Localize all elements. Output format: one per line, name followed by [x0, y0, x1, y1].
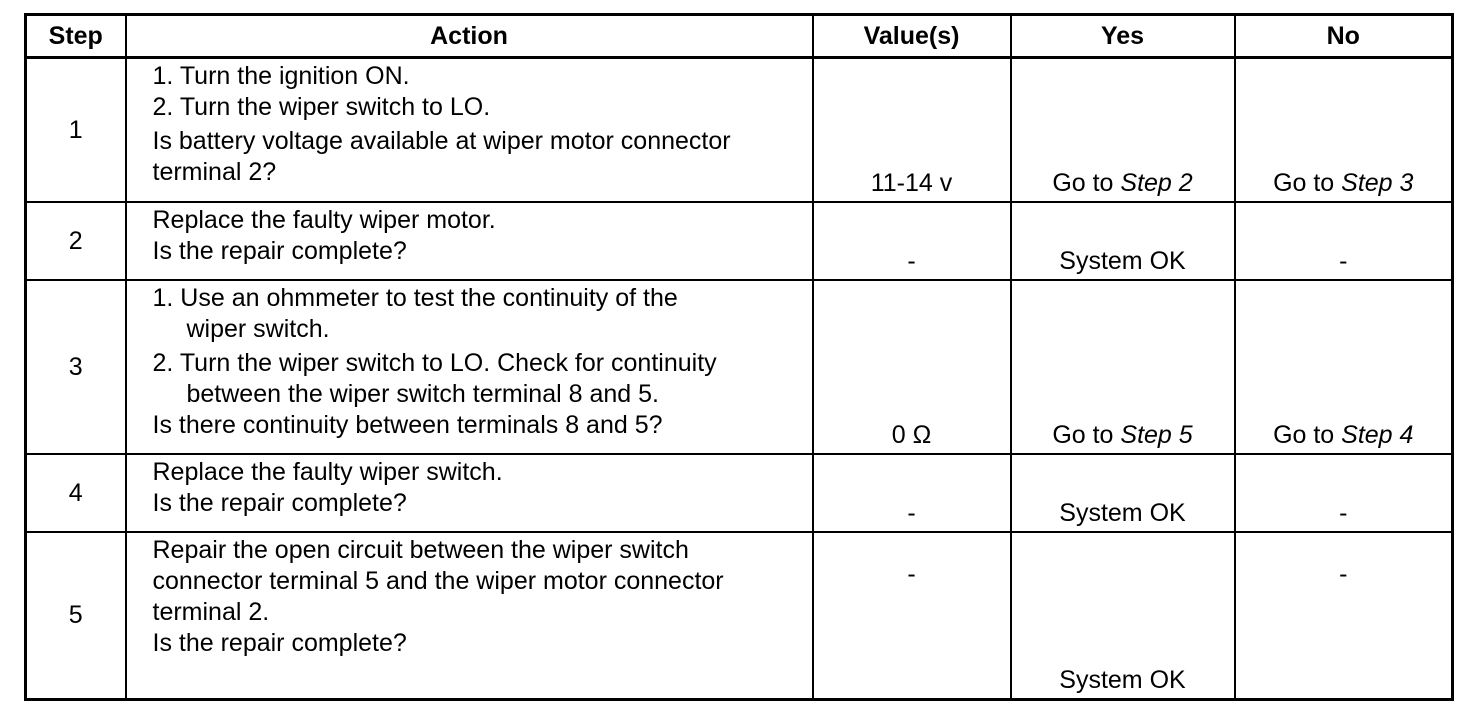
table-row [26, 58, 1453, 203]
no-cell: - [1235, 532, 1453, 700]
action-cell [126, 58, 813, 203]
yes-cell: System OK [1011, 454, 1235, 532]
table-row [26, 454, 1453, 532]
action-line: between the wiper switch terminal 8 and 5. [186, 380, 659, 408]
header-row [26, 15, 1453, 58]
action-cell [126, 202, 813, 280]
step-number: 4 [26, 454, 126, 532]
table-row [26, 202, 1453, 280]
header-step: Step [26, 15, 126, 58]
header-action: Action [126, 15, 813, 58]
action-line: terminal 2? [152, 158, 277, 186]
no-prefix: Go to [1273, 169, 1342, 197]
table-row [26, 532, 1453, 700]
action-cell [126, 280, 813, 454]
action-line: Is the repair complete? [152, 489, 407, 517]
step-number: 5 [26, 532, 126, 700]
header-no: No [1235, 15, 1453, 58]
action-line: terminal 2. [152, 598, 270, 626]
action-line: 1. Turn the ignition ON. [152, 62, 410, 90]
yes-cell [1011, 280, 1235, 454]
header-values: Value(s) [813, 15, 1011, 58]
action-cell [126, 532, 813, 700]
action-cell [126, 454, 813, 532]
action-line: Is there continuity between terminals 8 and 5? [152, 411, 663, 439]
yes-prefix: Go to [1052, 421, 1121, 449]
no-cell: - [1235, 202, 1453, 280]
step-link[interactable]: Step 3 [1341, 169, 1414, 197]
header-yes: Yes [1011, 15, 1235, 58]
step-number: 1 [26, 58, 126, 203]
value-cell: - [813, 202, 1011, 280]
no-cell [1235, 280, 1453, 454]
step-link[interactable]: Step 2 [1120, 169, 1193, 197]
yes-prefix: Go to [1052, 169, 1121, 197]
action-line: 2. Turn the wiper switch to LO. [152, 93, 491, 121]
step-link[interactable]: Step 5 [1120, 421, 1193, 449]
action-line: connector terminal 5 and the wiper motor connector [152, 567, 724, 595]
action-line: Repair the open circuit between the wiper switch [152, 536, 689, 564]
value-cell: - [813, 532, 1011, 700]
action-line: 1. Use an ohmmeter to test the continuity of the [152, 284, 678, 312]
no-cell [1235, 58, 1453, 203]
action-line: Is the repair complete? [152, 629, 407, 657]
action-line: Is battery voltage available at wiper motor connector [152, 127, 731, 155]
action-line: Replace the faulty wiper switch. [152, 458, 503, 486]
yes-cell: System OK [1011, 202, 1235, 280]
step-number: 3 [26, 280, 126, 454]
no-prefix: Go to [1273, 421, 1342, 449]
action-line: Is the repair complete? [152, 237, 407, 265]
action-line: 2. Turn the wiper switch to LO. Check for continuity [152, 349, 717, 377]
step-link[interactable]: Step 4 [1341, 421, 1414, 449]
no-cell: - [1235, 454, 1453, 532]
table-row [26, 280, 1453, 454]
yes-cell: System OK [1011, 532, 1235, 700]
value-cell: - [813, 454, 1011, 532]
action-line: wiper switch. [186, 315, 330, 343]
diagnostic-table [24, 13, 1454, 701]
value-cell: 11-14 v [813, 58, 1011, 203]
value-cell: 0 Ω [813, 280, 1011, 454]
action-line: Replace the faulty wiper motor. [152, 206, 496, 234]
step-number: 2 [26, 202, 126, 280]
yes-cell [1011, 58, 1235, 203]
